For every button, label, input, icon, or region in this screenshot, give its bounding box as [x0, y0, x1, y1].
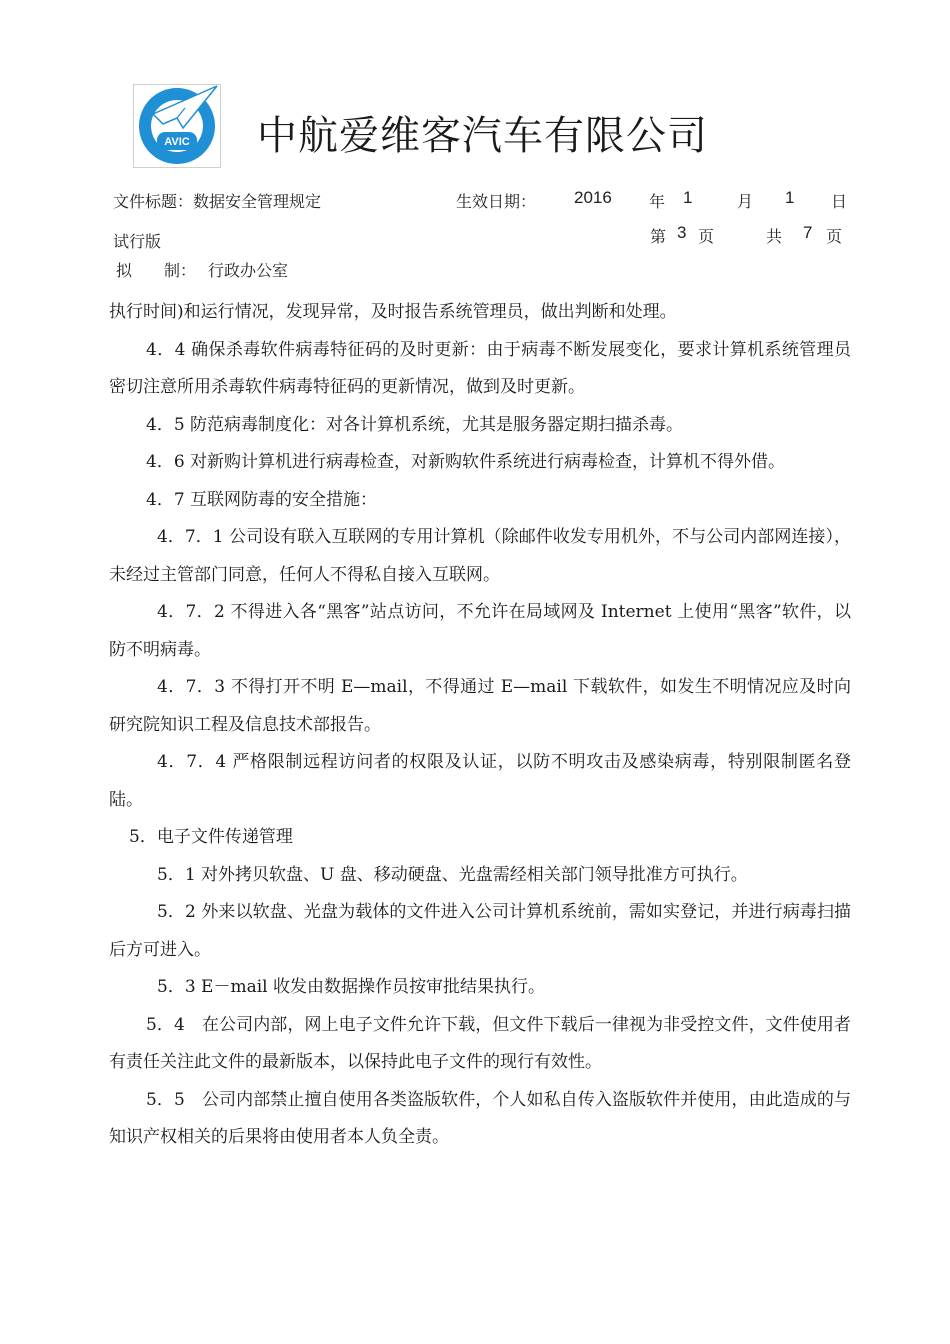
- document-title: 文件标题：数据安全管理规定: [113, 192, 322, 211]
- paragraph: 4．7．4 严格限制远程访问者的权限及认证，以防不明攻击及感染病毒，特别限制匿名登陆。: [109, 752, 851, 810]
- total-suffix: 页: [826, 227, 843, 246]
- total-pages: 7: [803, 223, 813, 242]
- effective-date-label: 生效日期：: [456, 192, 537, 211]
- paragraph: 4．7 互联网防毒的安全措施：: [146, 489, 378, 510]
- paragraph: 执行时间)和运行情况，发现异常，及时报告系统管理员，做出判断和处理。: [109, 302, 677, 322]
- drafter-label: 拟 制：: [116, 261, 197, 280]
- page-suffix: 页: [698, 227, 715, 246]
- page-number: 3: [677, 223, 687, 242]
- paragraph: 5．3 E－mail 收发由数据操作员按审批结果执行。: [157, 977, 545, 997]
- effective-year: 2016: [574, 188, 612, 207]
- svg-text:AVIC: AVIC: [164, 136, 190, 148]
- effective-month: 1: [683, 188, 693, 207]
- paragraph: 5．4 在公司内部，网上电子文件允许下载，但文件下载后一律视为非受控文件，文件使用者有责任关注此文件的最新版本，以保持此电子文件的现行有效性。: [109, 1014, 851, 1072]
- day-unit: 日: [831, 192, 848, 211]
- paragraph: 4．5 防范病毒制度化：对各计算机系统，尤其是服务器定期扫描杀毒。: [146, 414, 684, 435]
- company-logo: [133, 84, 221, 168]
- paragraph: 5．2 外来以软盘、光盘为载体的文件进入公司计算机系统前，需如实登记，并进行病毒扫描后方可进入。: [109, 902, 851, 960]
- year-unit: 年: [649, 192, 666, 211]
- paragraph: 4．7．3 不得打开不明 E—mail，不得通过 E—mail 下载软件，如发生不明情况应及时向研究院知识工程及信息技术部报告。: [109, 677, 851, 735]
- section-heading: 5．电子文件传递管理: [129, 827, 293, 847]
- total-prefix: 共: [766, 227, 783, 246]
- paragraph: 4．6 对新购计算机进行病毒检查，对新购软件系统进行病毒检查，计算机不得外借。: [146, 452, 786, 472]
- paragraph: 5．1 对外拷贝软盘、U 盘、移动硬盘、光盘需经相关部门领导批准方可执行。: [157, 864, 748, 885]
- document-body: [109, 294, 851, 1157]
- paragraph: 5．5 公司内部禁止擅自使用各类盗版软件，个人如私自传入盗版软件并使用，由此造成的与知识产权相关的后果将由使用者本人负全责。: [109, 1089, 851, 1147]
- version-label: 试行版: [113, 232, 162, 251]
- paragraph: 4．7．1 公司设有联入互联网的专用计算机（除邮件收发专用机外，不与公司内部网连接），未经过主管部门同意，任何人不得私自接入互联网。: [109, 527, 851, 585]
- company-name: 中航爱维客汽车有限公司: [257, 113, 708, 159]
- effective-day: 1: [785, 188, 795, 207]
- month-unit: 月: [737, 192, 754, 211]
- paragraph: 4．7．2 不得进入各“黑客”站点访问，不允许在局域网及 Internet 上使用“黑客”软件，以防不明病毒。: [109, 602, 851, 660]
- paragraph: 4．4 确保杀毒软件病毒特征码的及时更新：由于病毒不断发展变化，要求计算机系统管理员密切注意所用杀毒软件病毒特征码的更新情况，做到及时更新。: [109, 339, 851, 397]
- drafter-department: 行政办公室: [208, 261, 289, 280]
- page-prefix: 第: [650, 227, 667, 246]
